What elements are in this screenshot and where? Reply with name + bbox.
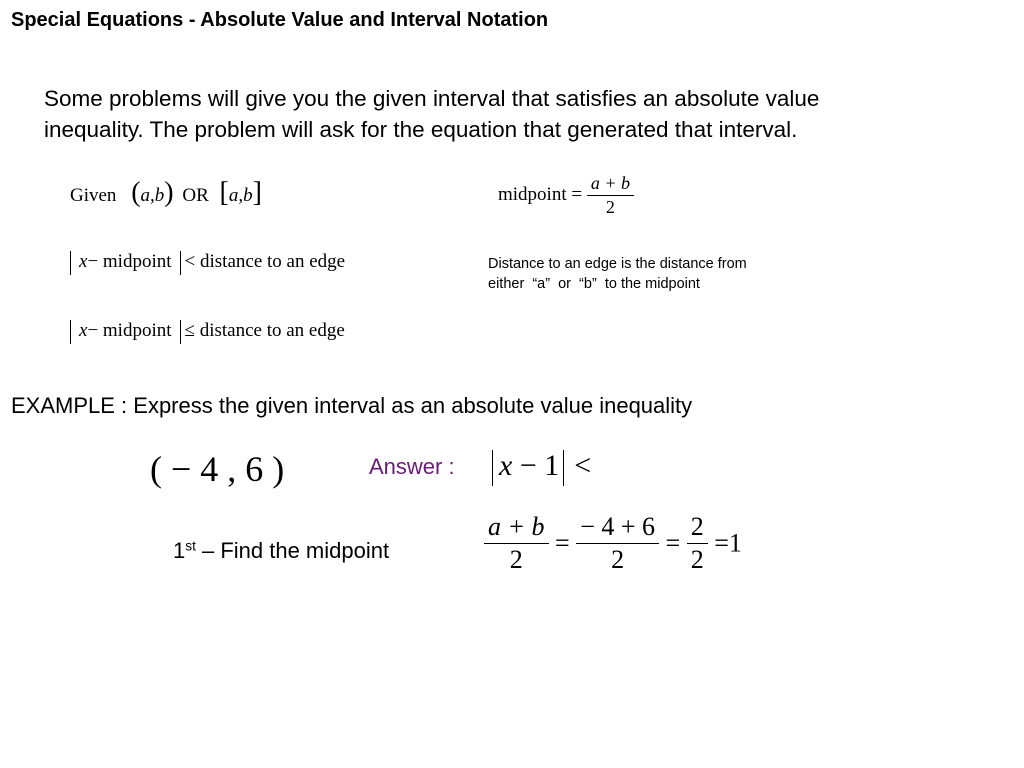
midpoint-fraction [587,173,634,217]
midpoint-denominator: 2 [605,196,615,217]
calc-fraction-values-denominator: 2 [611,544,625,574]
distance-note-line-2: either “a” or “b” to the midpoint [488,276,700,292]
step-1-number: 1 [173,538,186,563]
step-1-label [173,538,389,564]
inequality-inner: − midpoint [87,320,172,341]
distance-note-line-1: Distance to an edge is the distance from [488,256,747,272]
given-interval-expression [70,175,262,214]
calc-fraction-simplified [687,512,708,575]
step-1-text: – Find the midpoint [195,538,390,563]
answer-expression [492,446,591,486]
answer-variable: x [499,449,513,482]
calc-fraction-general-numerator: a + b [484,512,549,544]
example-heading: EXAMPLE : Express the given interval as an absolute value inequality [11,393,693,418]
calc-result: 1 [728,528,742,558]
inequality-less-than [70,248,345,276]
abs-bar-right [180,320,181,344]
page-title: Special Equations - Absolute Value and Interval Notation [11,9,549,31]
calc-equals-1: = [555,528,570,558]
calc-equals-3: = [714,528,729,558]
inequality-rhs: ≤ distance to an edge [184,320,345,341]
given-close-bracket: ] [252,177,262,208]
inequality-variable: x [79,251,88,272]
abs-bar-left [70,251,71,275]
intro-line-2: inequality. The problem will ask for the equation that generated that interval. [44,117,798,142]
given-open-interval: a,b [140,185,165,206]
intro-line-1: Some problems will give you the given interval that satisfies an absolute value [44,86,820,111]
abs-bar-left [70,320,71,344]
given-closed-interval: a,b [228,185,253,206]
answer-inner: − 1 [512,449,560,482]
inequality-rhs: < distance to an edge [184,251,346,272]
answer-abs-bar-left [492,450,493,486]
inequality-variable: x [79,320,88,341]
answer-abs-bar-right [563,450,564,486]
inequality-inner: − midpoint [87,251,172,272]
given-open-bracket: [ [219,177,229,208]
calc-fraction-simplified-denominator: 2 [690,544,704,574]
midpoint-label: midpoint = [498,184,583,206]
given-or: OR [182,185,209,206]
calc-fraction-simplified-numerator: 2 [687,512,708,544]
given-close-paren: ) [164,177,174,208]
answer-rhs: < [574,449,592,482]
step-1-suffix: st [185,538,196,554]
example-interval: ( − 4 , 6 ) [150,449,285,489]
answer-label: Answer : [369,454,455,479]
midpoint-formula [498,173,634,217]
midpoint-calculation [484,512,742,575]
calc-fraction-general-denominator: 2 [509,544,523,574]
calc-equals-2: = [665,528,681,558]
calc-fraction-values [576,512,659,575]
inequality-less-or-equal [70,317,345,345]
given-word: Given [70,185,117,206]
midpoint-numerator: a + b [587,173,634,196]
calc-fraction-general [484,512,549,575]
given-open-paren: ( [131,177,141,208]
calc-fraction-values-numerator: − 4 + 6 [576,512,659,544]
abs-bar-right [180,251,181,275]
